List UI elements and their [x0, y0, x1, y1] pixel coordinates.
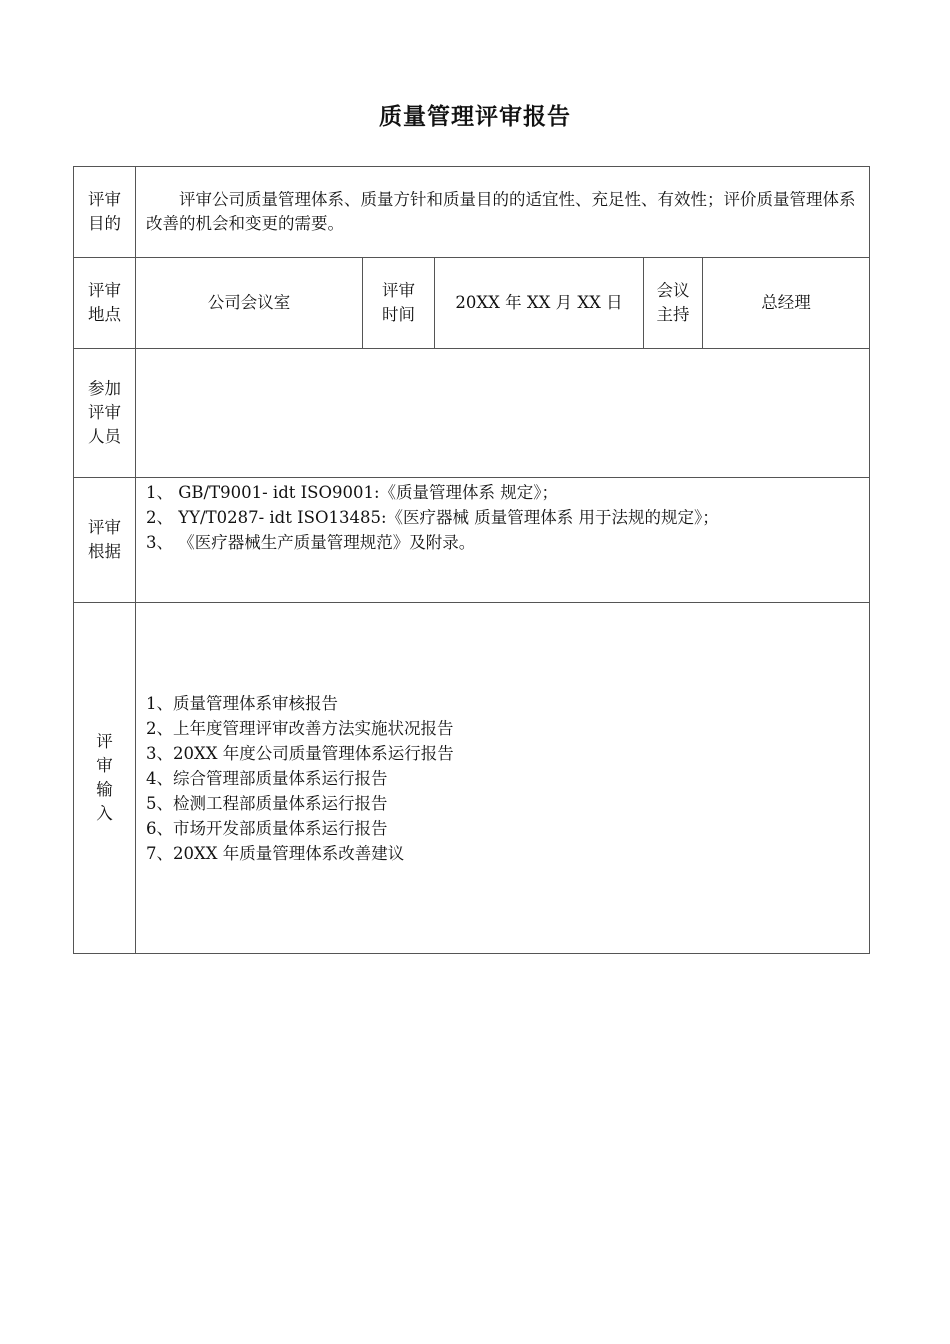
- host-value: 总经理: [703, 258, 870, 349]
- input-item: 1、质量管理体系审核报告: [146, 693, 338, 713]
- input-item: 4、综合管理部质量体系运行报告: [146, 768, 388, 788]
- inputs-row: [74, 603, 870, 954]
- inputs-cell: [136, 603, 870, 954]
- purpose-text: 评审公司质量管理体系、质量方针和质量目的的适宜性、充足性、有效性；评价质量管理体系改善的机会和变更的需要。: [146, 190, 856, 233]
- participants-label: 参加 评审 人员: [74, 349, 136, 478]
- meeting-row: [74, 258, 870, 349]
- location-label: 评审 地点: [74, 258, 136, 349]
- basis-label: 评审 根据: [74, 478, 136, 603]
- basis-item: 3、 《医疗器械生产质量管理规范》及附录。: [146, 533, 476, 552]
- basis-item: 1、 GB/T9001- idt ISO9001:《质量管理体系 规定》；: [146, 483, 559, 502]
- purpose-label: 评审 目的: [74, 167, 136, 258]
- basis-row: [74, 478, 870, 603]
- purpose-cell: [136, 167, 870, 258]
- page-title: 质量管理评审报告: [379, 104, 571, 130]
- input-item: 2、上年度管理评审改善方法实施状况报告: [146, 718, 454, 738]
- host-label: 会议 主持: [644, 258, 703, 349]
- basis-item: 2、 YY/T0287- idt ISO13485:《医疗器械 质量管理体系 用于法规的规定》；: [146, 508, 719, 527]
- location-value: 公司会议室: [136, 258, 363, 349]
- inputs-label: 评 审 输 入: [74, 603, 136, 954]
- input-item: 3、20XX 年度公司质量管理体系运行报告: [146, 743, 454, 763]
- time-value: 20XX 年 XX 月 XX 日: [435, 258, 644, 349]
- participants-row: [74, 349, 870, 478]
- participants-value: [136, 349, 870, 478]
- review-report-table: [73, 166, 870, 954]
- purpose-row: [74, 167, 870, 258]
- basis-cell: [136, 478, 870, 603]
- input-item: 5、检测工程部质量体系运行报告: [146, 793, 388, 813]
- input-item: 6、市场开发部质量体系运行报告: [146, 818, 388, 838]
- input-item: 7、20XX 年质量管理体系改善建议: [146, 843, 405, 863]
- time-label: 评审 时间: [363, 258, 435, 349]
